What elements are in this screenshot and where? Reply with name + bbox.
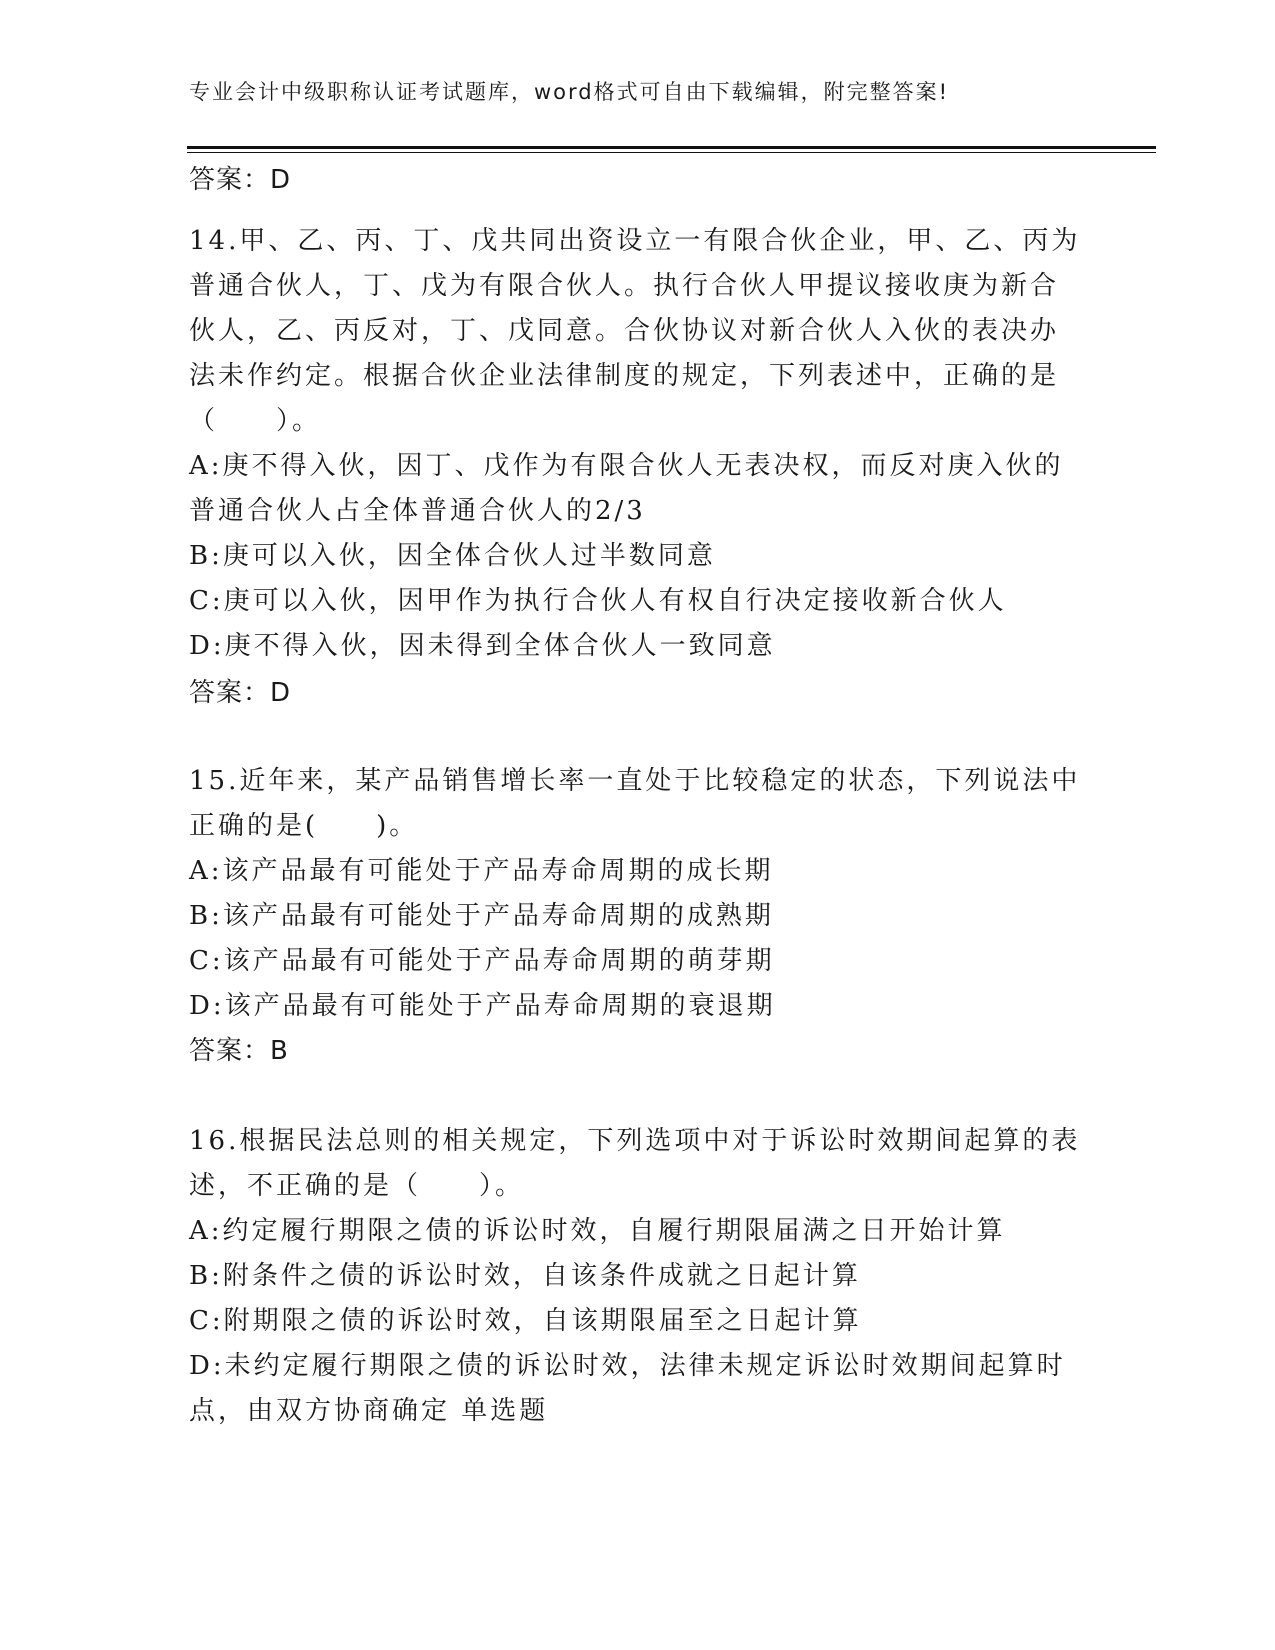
- option-a-continued: 普通合伙人占全体普通合伙人的2/3: [189, 496, 646, 526]
- question-14-line: 14.甲、乙、丙、丁、戊共同出资设立一有限合伙企业，甲、乙、丙为: [189, 226, 1081, 256]
- answer-line: 答案：D: [189, 165, 292, 195]
- question-16-line: 述，不正确的是（ ）。: [189, 1171, 525, 1201]
- question-16-line: 16.根据民法总则的相关规定，下列选项中对于诉讼时效期间起算的表: [189, 1126, 1081, 1156]
- option-a: A:约定履行期限之债的诉讼时效，自履行期限届满之日开始计算: [189, 1216, 1006, 1246]
- question-15-line: 正确的是( )。: [189, 811, 419, 841]
- option-c: C:附期限之债的诉讼时效，自该期限届至之日起计算: [189, 1306, 862, 1336]
- option-d: D:该产品最有可能处于产品寿命周期的衰退期: [189, 991, 776, 1021]
- question-14-line: 伙人，乙、丙反对，丁、戊同意。合伙协议对新合伙人入伙的表决办: [189, 316, 1060, 346]
- question-14-line: （ ）。: [189, 406, 322, 436]
- option-b: B:该产品最有可能处于产品寿命周期的成熟期: [189, 901, 774, 931]
- option-a: A:庚不得入伙，因丁、戊作为有限合伙人无表决权，而反对庚入伙的: [189, 451, 1064, 481]
- option-b: B:庚可以入伙，因全体合伙人过半数同意: [189, 541, 716, 571]
- option-a: A:该产品最有可能处于产品寿命周期的成长期: [189, 856, 774, 886]
- question-14-line: 法未作约定。根据合伙企业法律制度的规定，下列表述中，正确的是: [189, 361, 1060, 391]
- option-b: B:附条件之债的诉讼时效，自该条件成就之日起计算: [189, 1261, 861, 1291]
- question-15-line: 15.近年来，某产品销售增长率一直处于比较稳定的状态，下列说法中: [189, 766, 1081, 796]
- header-divider: [187, 146, 1156, 149]
- option-c: C:庚可以入伙，因甲作为执行合伙人有权自行决定接收新合伙人: [189, 586, 1007, 616]
- header-divider-thin: [187, 152, 1156, 153]
- question-14-line: 普通合伙人，丁、戊为有限合伙人。执行合伙人甲提议接收庚为新合: [189, 271, 1060, 301]
- option-c: C:该产品最有可能处于产品寿命周期的萌芽期: [189, 946, 775, 976]
- answer-line: 答案：B: [189, 1036, 289, 1066]
- option-d-continued: 点，由双方协商确定 单选题: [189, 1396, 549, 1426]
- answer-line: 答案：D: [189, 678, 292, 708]
- page-header: 专业会计中级职称认证考试题库，word格式可自由下载编辑，附完整答案!: [189, 80, 950, 104]
- option-d: D:未约定履行期限之债的诉讼时效，法律未规定诉讼时效期间起算时: [189, 1351, 1066, 1381]
- option-d: D:庚不得入伙，因未得到全体合伙人一致同意: [189, 631, 776, 661]
